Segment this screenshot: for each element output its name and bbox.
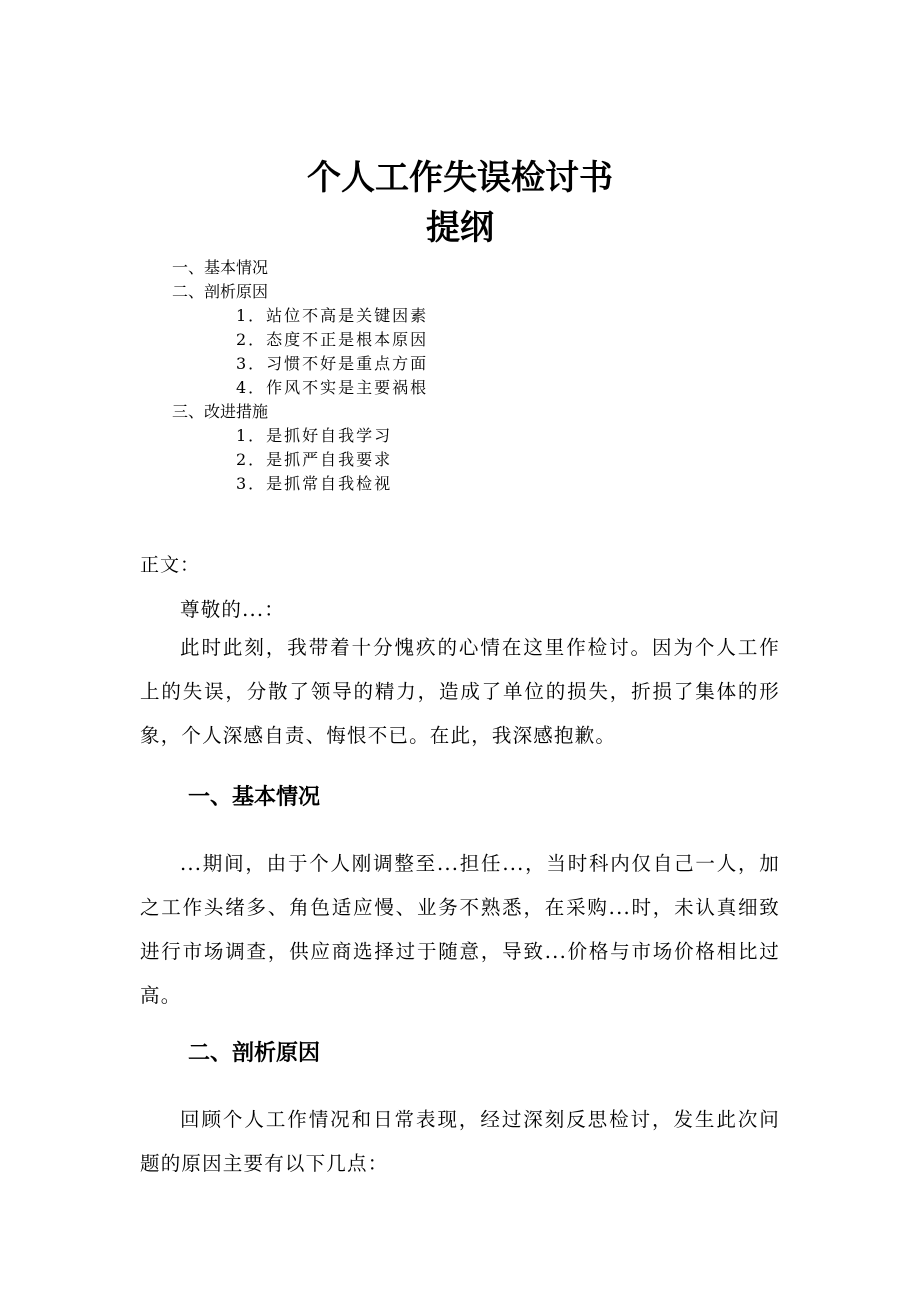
outline-item: 4．作风不实是主要祸根 <box>236 378 429 397</box>
outline-item: 1．是抓好自我学习 <box>236 426 393 445</box>
outline-heading-analysis: 二、剖析原因 <box>172 282 269 301</box>
outline-heading-measures: 三、改进措施 <box>172 402 269 421</box>
section-heading-analysis: 二、剖析原因 <box>188 1041 321 1066</box>
body-label: 正文： <box>140 554 201 576</box>
outline-heading-basic: 一、基本情况 <box>172 258 269 277</box>
outline-title: 提纲 <box>426 208 494 248</box>
section-heading-basic: 一、基本情况 <box>188 785 321 810</box>
outline-item: 1．站位不高是关键因素 <box>236 306 429 325</box>
section-paragraph-basic: ...期间，由于个人刚调整至...担任...，当时科内仅自己一人，加之工作头绪多、角色适应慢、业务不熟悉，在采购...时，未认真细致进行市场调查，供应商选择过于随意，导致...价格与市场价格相比过高。 <box>140 852 780 1007</box>
outline-item: 2．态度不正是根本原因 <box>236 330 429 349</box>
section-paragraph-analysis: 回顾个人工作情况和日常表现，经过深刻反思检讨，发生此次问题的原因主要有以下几点： <box>140 1108 780 1175</box>
intro-paragraph: 此时此刻，我带着十分愧疚的心情在这里作检讨。因为个人工作上的失误，分散了领导的精力，造成了单位的损失，折损了集体的形象，个人深感自责、悔恨不已。在此，我深感抱歉。 <box>140 636 780 747</box>
salutation: 尊敬的...： <box>180 598 285 621</box>
outline-item: 3．习惯不好是重点方面 <box>236 354 429 373</box>
document-title: 个人工作失误检讨书 <box>307 158 613 198</box>
outline-item: 2．是抓严自我要求 <box>236 450 393 469</box>
outline-item: 3．是抓常自我检视 <box>236 474 393 493</box>
